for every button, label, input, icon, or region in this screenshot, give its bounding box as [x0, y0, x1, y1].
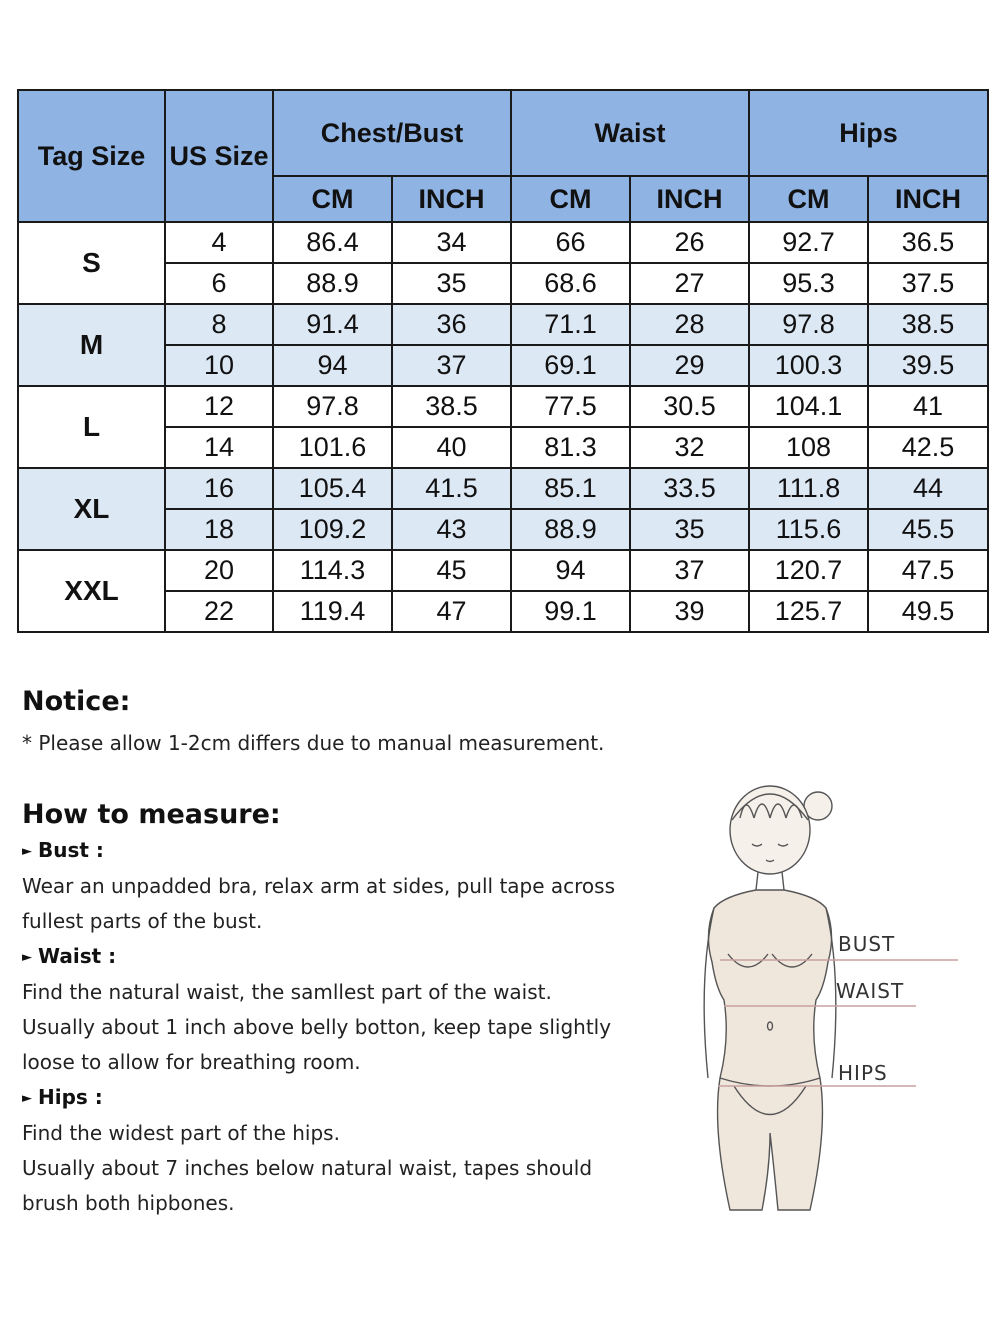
hips-figure-label: HIPS [838, 1061, 888, 1085]
header-chest-inch: INCH [392, 176, 511, 222]
waist-instruction-line: loose to allow for breathing room. [22, 1050, 361, 1074]
chest-cm-cell: 88.9 [273, 263, 392, 304]
waist-instruction-line: Usually about 1 inch above belly botton, keep tape slightly [22, 1015, 612, 1039]
hips-heading [22, 1080, 672, 1116]
table-row [18, 550, 988, 591]
hips-inch-cell: 36.5 [868, 222, 988, 263]
us-size-cell: 22 [165, 591, 273, 632]
waist-cm-cell: 71.1 [511, 304, 630, 345]
chest-inch-cell: 47 [392, 591, 511, 632]
tag-size-cell: M [18, 304, 165, 386]
us-size-cell: 20 [165, 550, 273, 591]
bust-instruction-line: fullest parts of the bust. [22, 909, 263, 933]
header-waist-cm: CM [511, 176, 630, 222]
chest-inch-cell: 43 [392, 509, 511, 550]
bust-heading [22, 833, 672, 869]
waist-cm-cell: 68.6 [511, 263, 630, 304]
chest-inch-cell: 34 [392, 222, 511, 263]
hips-inch-cell: 37.5 [868, 263, 988, 304]
us-size-cell: 8 [165, 304, 273, 345]
header-chest-bust: Chest/Bust [273, 90, 511, 176]
header-us-size: US Size [165, 90, 273, 222]
waist-inch-cell: 37 [630, 550, 749, 591]
hips-cm-cell: 92.7 [749, 222, 868, 263]
hips-cm-cell: 95.3 [749, 263, 868, 304]
chest-inch-cell: 37 [392, 345, 511, 386]
hips-instruction-line: Usually about 7 inches below natural waist, tapes should [22, 1156, 593, 1180]
us-size-cell: 14 [165, 427, 273, 468]
tag-size-cell: L [18, 386, 165, 468]
header-chest-cm: CM [273, 176, 392, 222]
chest-cm-cell: 97.8 [273, 386, 392, 427]
bust-instruction-line: Wear an unpadded bra, relax arm at sides, pull tape across [22, 874, 616, 898]
chest-cm-cell: 119.4 [273, 591, 392, 632]
notice-title: Notice: [22, 686, 131, 717]
chest-cm-cell: 101.6 [273, 427, 392, 468]
chest-inch-cell: 38.5 [392, 386, 511, 427]
waist-cm-cell: 69.1 [511, 345, 630, 386]
table-row [18, 304, 988, 345]
how-to-measure-title: How to measure: [22, 799, 281, 830]
us-size-cell: 16 [165, 468, 273, 509]
tag-size-cell: XXL [18, 550, 165, 632]
hips-inch-cell: 49.5 [868, 591, 988, 632]
hips-cm-cell: 100.3 [749, 345, 868, 386]
waist-cm-cell: 99.1 [511, 591, 630, 632]
chest-inch-cell: 45 [392, 550, 511, 591]
hips-inch-cell: 39.5 [868, 345, 988, 386]
hips-cm-cell: 125.7 [749, 591, 868, 632]
chest-inch-cell: 40 [392, 427, 511, 468]
waist-inch-cell: 32 [630, 427, 749, 468]
waist-inch-cell: 29 [630, 345, 749, 386]
chest-cm-cell: 91.4 [273, 304, 392, 345]
waist-inch-cell: 39 [630, 591, 749, 632]
table-row [18, 386, 988, 427]
waist-cm-cell: 94 [511, 550, 630, 591]
us-size-cell: 6 [165, 263, 273, 304]
size-chart-table [17, 89, 989, 633]
header-waist: Waist [511, 90, 749, 176]
us-size-cell: 12 [165, 386, 273, 427]
waist-cm-cell: 88.9 [511, 509, 630, 550]
waist-cm-cell: 81.3 [511, 427, 630, 468]
waist-inch-cell: 27 [630, 263, 749, 304]
hips-cm-cell: 108 [749, 427, 868, 468]
waist-figure-label: WAIST [836, 979, 905, 1003]
chest-inch-cell: 36 [392, 304, 511, 345]
chest-cm-cell: 109.2 [273, 509, 392, 550]
hips-inch-cell: 38.5 [868, 304, 988, 345]
tag-size-cell: XL [18, 468, 165, 550]
bust-label: Bust : [38, 838, 104, 862]
chest-cm-cell: 86.4 [273, 222, 392, 263]
chest-cm-cell: 114.3 [273, 550, 392, 591]
chest-inch-cell: 35 [392, 263, 511, 304]
waist-instruction-line: Find the natural waist, the samllest part of the waist. [22, 980, 552, 1004]
chest-inch-cell: 41.5 [392, 468, 511, 509]
us-size-cell: 10 [165, 345, 273, 386]
bust-figure-label: BUST [838, 932, 896, 956]
waist-inch-cell: 26 [630, 222, 749, 263]
chest-cm-cell: 105.4 [273, 468, 392, 509]
header-hips: Hips [749, 90, 988, 176]
measurement-notes [22, 684, 672, 1221]
waist-cm-cell: 77.5 [511, 386, 630, 427]
waist-inch-cell: 30.5 [630, 386, 749, 427]
us-size-cell: 18 [165, 509, 273, 550]
us-size-cell: 4 [165, 222, 273, 263]
waist-inch-cell: 33.5 [630, 468, 749, 509]
hips-cm-cell: 111.8 [749, 468, 868, 509]
chest-cm-cell: 94 [273, 345, 392, 386]
hips-inch-cell: 47.5 [868, 550, 988, 591]
waist-inch-cell: 28 [630, 304, 749, 345]
hips-inch-cell: 44 [868, 468, 988, 509]
header-hips-cm: CM [749, 176, 868, 222]
hips-cm-cell: 115.6 [749, 509, 868, 550]
header-waist-inch: INCH [630, 176, 749, 222]
hips-cm-cell: 97.8 [749, 304, 868, 345]
hips-inch-cell: 42.5 [868, 427, 988, 468]
bullet-arrow-icon: ► [22, 844, 32, 859]
bullet-arrow-icon: ► [22, 1091, 32, 1106]
waist-label: Waist : [38, 944, 117, 968]
waist-heading [22, 939, 672, 975]
waist-inch-cell: 35 [630, 509, 749, 550]
table-row [18, 468, 988, 509]
table-row [18, 222, 988, 263]
header-hips-inch: INCH [868, 176, 988, 222]
torso-icon [708, 890, 831, 1210]
waist-cm-cell: 85.1 [511, 468, 630, 509]
bullet-arrow-icon: ► [22, 950, 32, 965]
waist-cm-cell: 66 [511, 222, 630, 263]
hips-inch-cell: 45.5 [868, 509, 988, 550]
hips-instruction-line: brush both hipbones. [22, 1191, 235, 1215]
hips-cm-cell: 120.7 [749, 550, 868, 591]
notice-text: * Please allow 1-2cm differs due to manual measurement. [22, 731, 605, 755]
tag-size-cell: S [18, 222, 165, 304]
body-measurement-figure [690, 748, 970, 1218]
hips-inch-cell: 41 [868, 386, 988, 427]
woman-figure-illustration [704, 786, 836, 1210]
hips-cm-cell: 104.1 [749, 386, 868, 427]
hips-label: Hips : [38, 1085, 103, 1109]
header-tag-size: Tag Size [18, 90, 165, 222]
hips-instruction-line: Find the widest part of the hips. [22, 1121, 340, 1145]
